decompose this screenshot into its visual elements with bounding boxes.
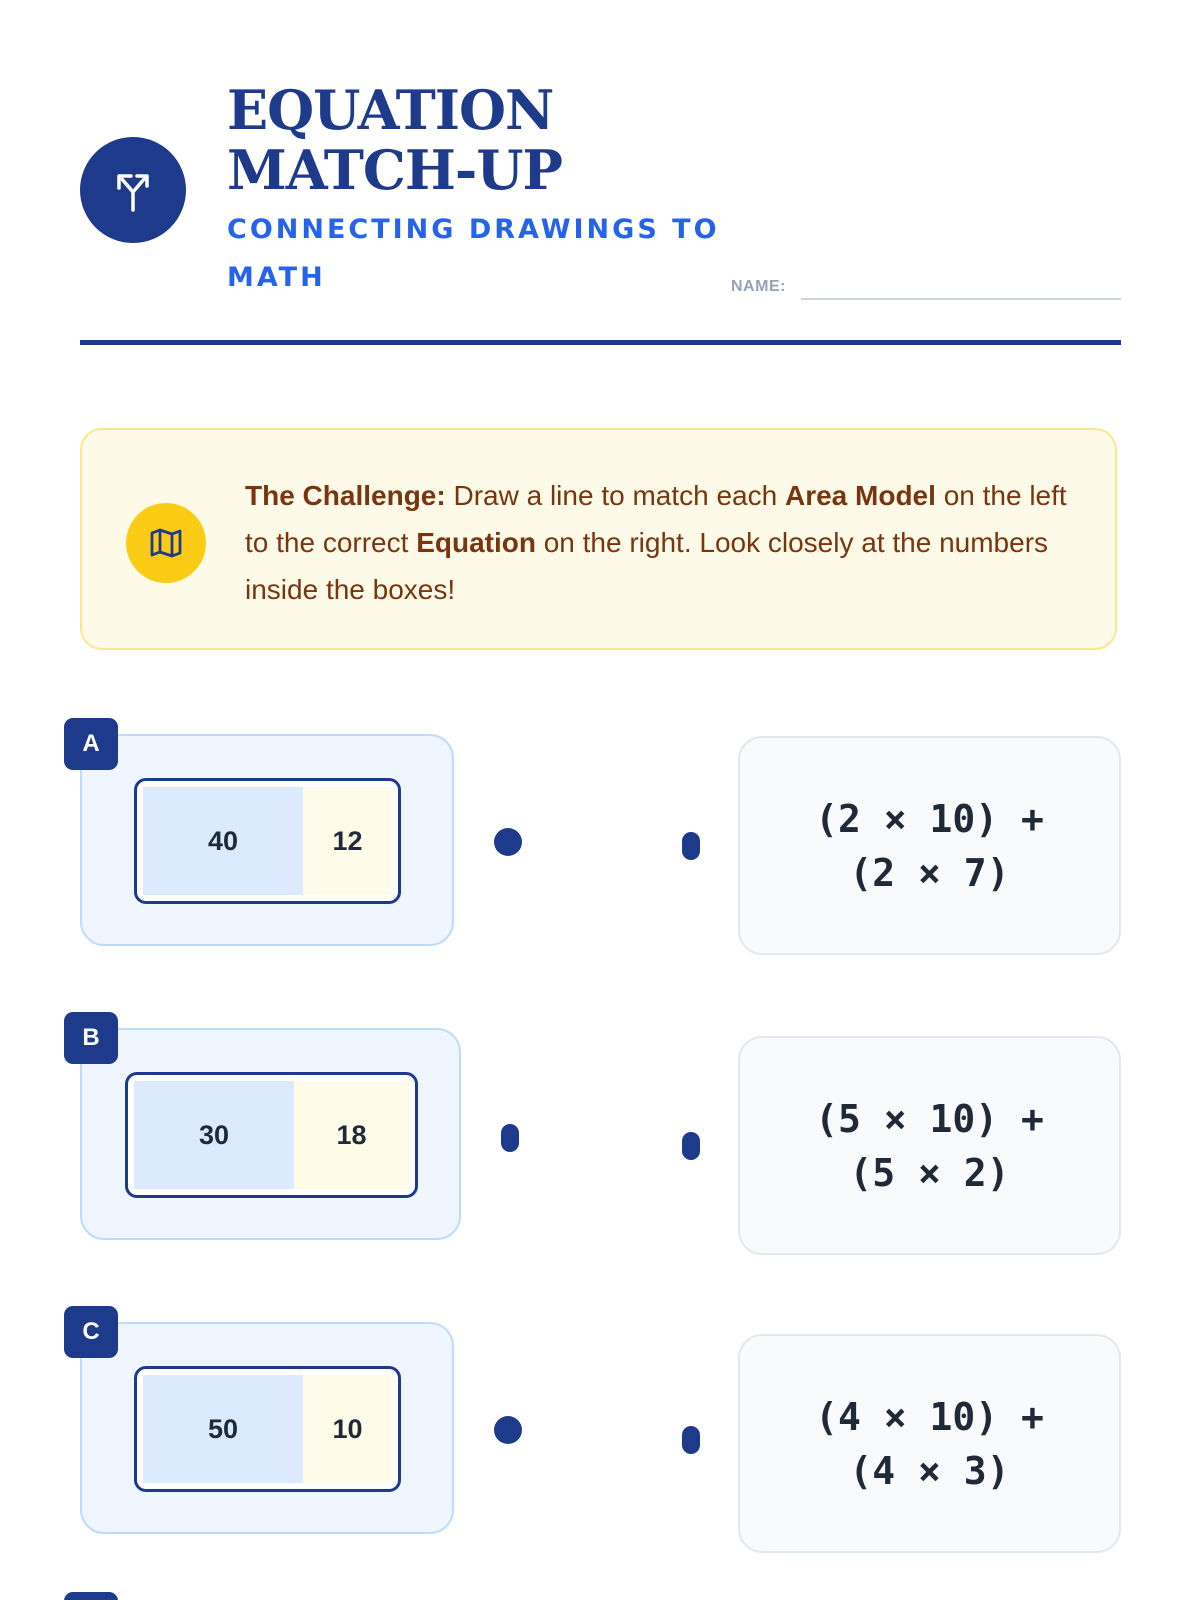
area-model-card: [80, 1322, 454, 1534]
name-label: NAME:: [731, 278, 786, 295]
area-model: [134, 1366, 401, 1492]
area-model: [125, 1072, 418, 1198]
logo-badge: [80, 137, 186, 243]
area-cell-ones: 18: [294, 1081, 409, 1189]
right-connector-dot[interactable]: [682, 1426, 700, 1454]
area-cell-tens: 50: [143, 1375, 303, 1483]
equation-card: [738, 1036, 1121, 1255]
equation-card: [738, 736, 1121, 955]
name-field[interactable]: [801, 298, 1121, 300]
right-connector-dot[interactable]: [682, 1132, 700, 1160]
left-connector-dot[interactable]: [494, 828, 522, 856]
equation-text: (2 × 10) + (2 × 7): [815, 796, 1044, 895]
match-row-a: [0, 718, 1200, 948]
header-divider: [80, 340, 1121, 345]
right-connector-dot[interactable]: [682, 832, 700, 860]
area-cell-tens: 40: [143, 787, 303, 895]
page-subtitle: CONNECTING DRAWINGS TO MATH: [227, 214, 720, 293]
challenge-bold-equation: Equation: [416, 527, 536, 558]
match-row-b: [0, 1012, 1200, 1242]
map-icon: [146, 523, 186, 563]
challenge-icon-badge: [126, 503, 206, 583]
row-letter-badge: B: [64, 1012, 118, 1064]
left-connector-dot[interactable]: [501, 1124, 519, 1152]
row-letter-badge-partial: [64, 1592, 118, 1600]
row-letter-badge: A: [64, 718, 118, 770]
equation-text: (5 × 10) + (5 × 2): [815, 1096, 1044, 1195]
match-row-c: [0, 1306, 1200, 1536]
split-arrow-icon: [107, 164, 159, 216]
challenge-box: [80, 428, 1117, 650]
title-line-1: EQUATION: [227, 78, 554, 142]
equation-card: [738, 1334, 1121, 1553]
page-title: [227, 80, 562, 200]
area-model: [134, 778, 401, 904]
challenge-lead: The Challenge:: [245, 480, 446, 511]
left-connector-dot[interactable]: [494, 1416, 522, 1444]
challenge-text-3: on the right. Look closely at the numbers inside the boxes!: [245, 527, 1049, 605]
title-line-2: MATCH-UP: [227, 138, 563, 202]
area-model-card: [80, 1028, 461, 1240]
challenge-instructions: [245, 472, 1090, 613]
area-cell-tens: 30: [134, 1081, 294, 1189]
area-cell-ones: 12: [303, 787, 392, 895]
challenge-text-1: Draw a line to match each: [445, 480, 785, 511]
area-model-card: [80, 734, 454, 946]
challenge-bold-area-model: Area Model: [784, 480, 936, 511]
area-cell-ones: 10: [303, 1375, 392, 1483]
row-letter-badge: C: [64, 1306, 118, 1358]
equation-text: (4 × 10) + (4 × 3): [815, 1394, 1044, 1493]
challenge-text-2: on the left to the correct: [245, 480, 1067, 558]
